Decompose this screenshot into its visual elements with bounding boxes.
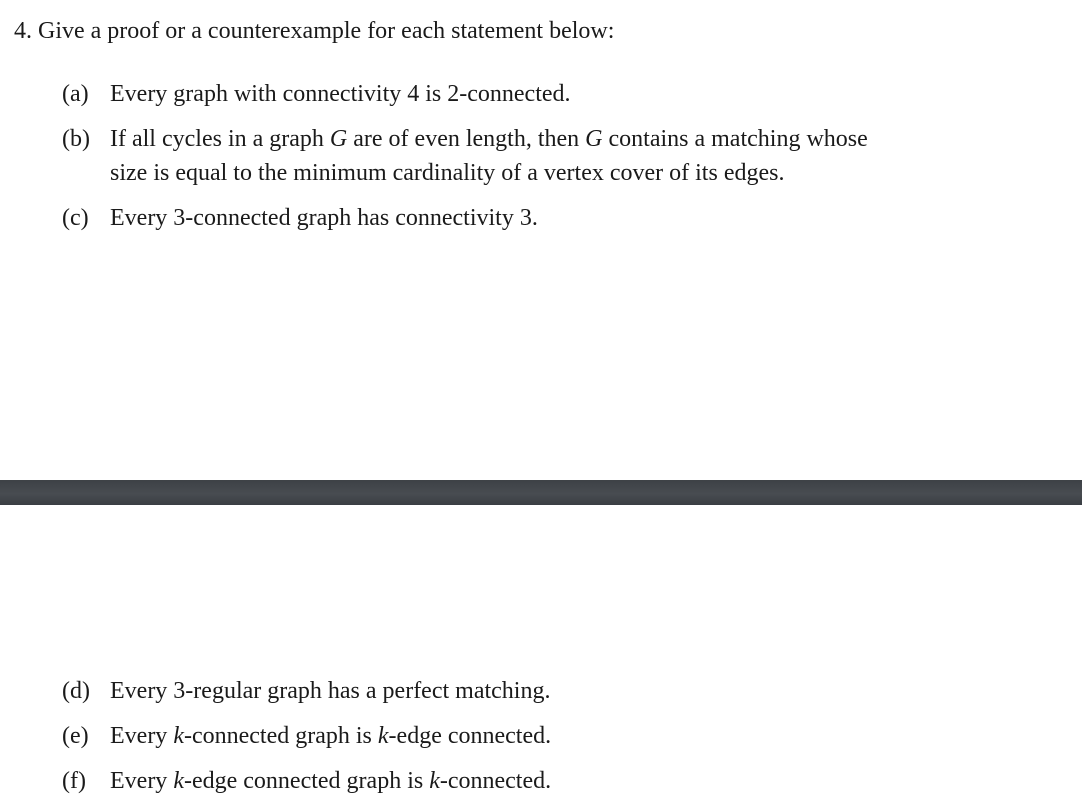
- item-text-part: size is equal to the minimum cardinality of a vertex cover of its edges.: [110, 160, 785, 186]
- item-a: [62, 79, 571, 109]
- math-var: k: [173, 723, 184, 749]
- item-text-part: If all cycles in a graph: [110, 126, 330, 152]
- item-text: Every graph with connectivity 4 is 2-connected.: [110, 81, 571, 107]
- item-text: Every 3-connected graph has connectivity 3.: [110, 205, 538, 231]
- problem-header: [14, 16, 614, 46]
- item-label: (f): [62, 768, 86, 794]
- page-divider: [0, 480, 1082, 505]
- item-label: (b): [62, 126, 90, 152]
- item-d: [62, 676, 550, 706]
- item-text-part: -edge connected graph is: [183, 768, 430, 794]
- item-c: [62, 203, 538, 233]
- item-label: (c): [62, 205, 89, 231]
- math-var: k: [173, 768, 184, 794]
- item-e: [62, 721, 551, 751]
- item-b-continuation: [110, 158, 784, 188]
- math-var: k: [377, 723, 389, 749]
- problem-prompt: Give a proof or a counterexample for each statement below:: [38, 18, 615, 44]
- problem-number: 4.: [14, 18, 32, 44]
- item-label: (e): [62, 723, 89, 749]
- item-b: [62, 124, 868, 154]
- item-label: (d): [62, 678, 90, 704]
- item-text-part: -connected graph is: [183, 723, 378, 749]
- item-text-part: -connected.: [439, 768, 552, 794]
- item-label: (a): [62, 81, 89, 107]
- math-var: G: [585, 126, 603, 152]
- item-f: [62, 766, 551, 796]
- item-text-part: Every: [110, 768, 174, 794]
- math-var: k: [429, 768, 440, 794]
- math-var: G: [329, 126, 348, 152]
- item-text-part: Every: [110, 723, 174, 749]
- item-text: Every 3-regular graph has a perfect matching.: [110, 678, 551, 704]
- page-bottom: [0, 505, 1082, 810]
- item-text-part: contains a matching whose: [602, 126, 868, 152]
- item-text-part: are of even length, then: [347, 126, 586, 152]
- item-text-part: -edge connected.: [388, 723, 552, 749]
